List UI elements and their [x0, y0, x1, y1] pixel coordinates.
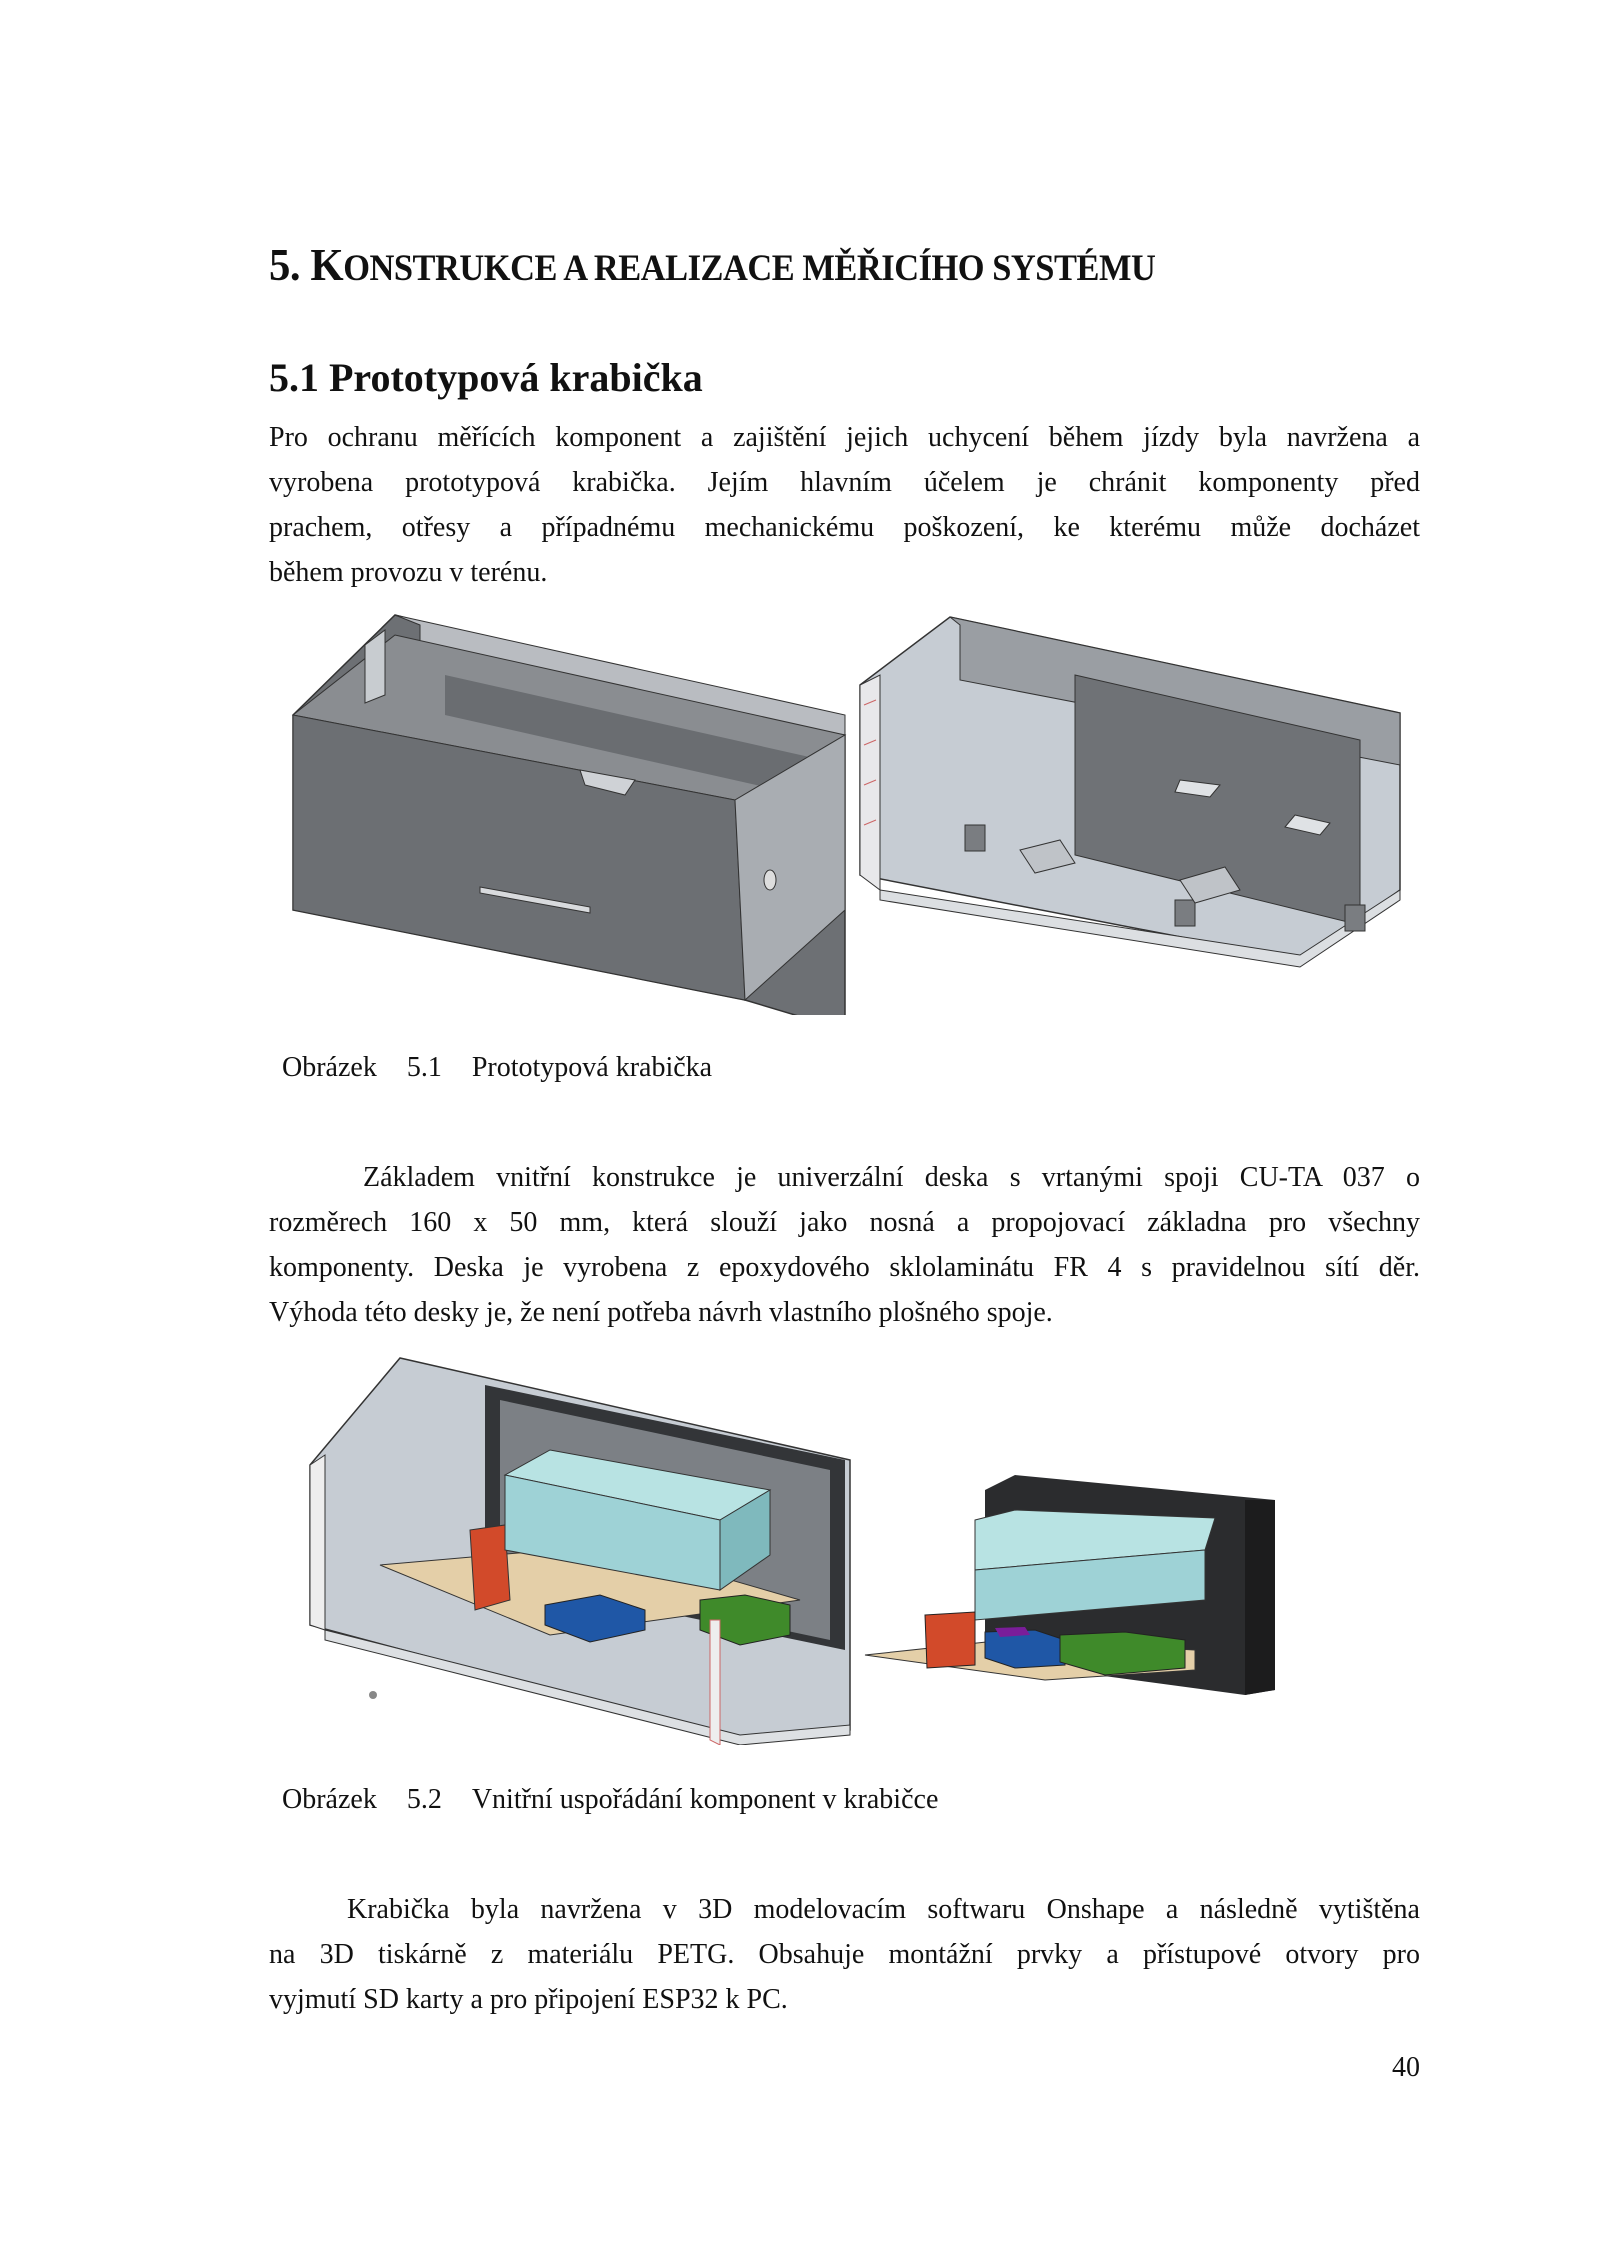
text-line: rozměrech 160 x 50 mm, která slouží jako nosná a propojovací základna pro všechny — [269, 1207, 1420, 1238]
text-line: prachem, otřesy a případnému mechanickému poškození, ke kterému může docházet — [269, 512, 1420, 543]
chapter-title-initial: K — [310, 239, 344, 290]
figure-5-2-image — [300, 1350, 1410, 1745]
caption-label: Obrázek — [282, 1784, 377, 1815]
text-line: Základem vnitřní konstrukce je univerzální deska s vrtanými spoji CU-TA 037 o — [363, 1162, 1420, 1193]
chapter-title: ONSTRUKCE A REALIZACE MĚŘICÍHO SYSTÉMU — [343, 248, 1156, 289]
section-heading: 5.1 Prototypová krabička — [269, 355, 703, 400]
text-line: komponenty. Deska je vyrobena z epoxydového sklolaminátu FR 4 s pravidelnou sítí děr. — [269, 1252, 1420, 1283]
text-line: vyjmutí SD karty a pro připojení ESP32 k PC. — [269, 1984, 788, 2015]
caption-number: 5.2 — [406, 1784, 442, 1815]
components-assembly-render — [865, 1475, 1275, 1695]
caption-text: Vnitřní uspořádání komponent v krabičce — [471, 1784, 939, 1815]
text-line: Výhoda této desky je, že není potřeba návrh vlastního plošného spoje. — [269, 1297, 1053, 1328]
chapter-heading — [269, 238, 1155, 291]
text-line: Krabička byla navržena v 3D modelovacím softwaru Onshape a následně vytištěna — [347, 1894, 1420, 1925]
caption-label: Obrázek — [282, 1052, 377, 1083]
text-line: vyrobena prototypová krabička. Jejím hlavním účelem je chránit komponenty před — [269, 467, 1420, 498]
caption-text: Prototypová krabička — [471, 1052, 713, 1083]
figure-5-1-image — [285, 605, 1415, 1015]
text-line: na 3D tiskárně z materiálu PETG. Obsahuje montážní prvky a přístupové otvory pro — [269, 1939, 1420, 1970]
figure-5-2-caption — [282, 1784, 968, 1816]
text-line: během provozu v terénu. — [269, 557, 548, 588]
caption-number: 5.1 — [406, 1052, 442, 1083]
figure-5-1-caption — [282, 1052, 742, 1084]
page-number: 40 — [1392, 2052, 1420, 2083]
text-line: Pro ochranu měřících komponent a zajištění jejich uchycení během jízdy byla navržena a — [269, 422, 1420, 453]
box-with-components-render — [310, 1358, 850, 1745]
closed-box-render — [293, 615, 845, 1015]
chapter-number: 5. — [269, 239, 301, 290]
open-box-render — [860, 617, 1400, 967]
